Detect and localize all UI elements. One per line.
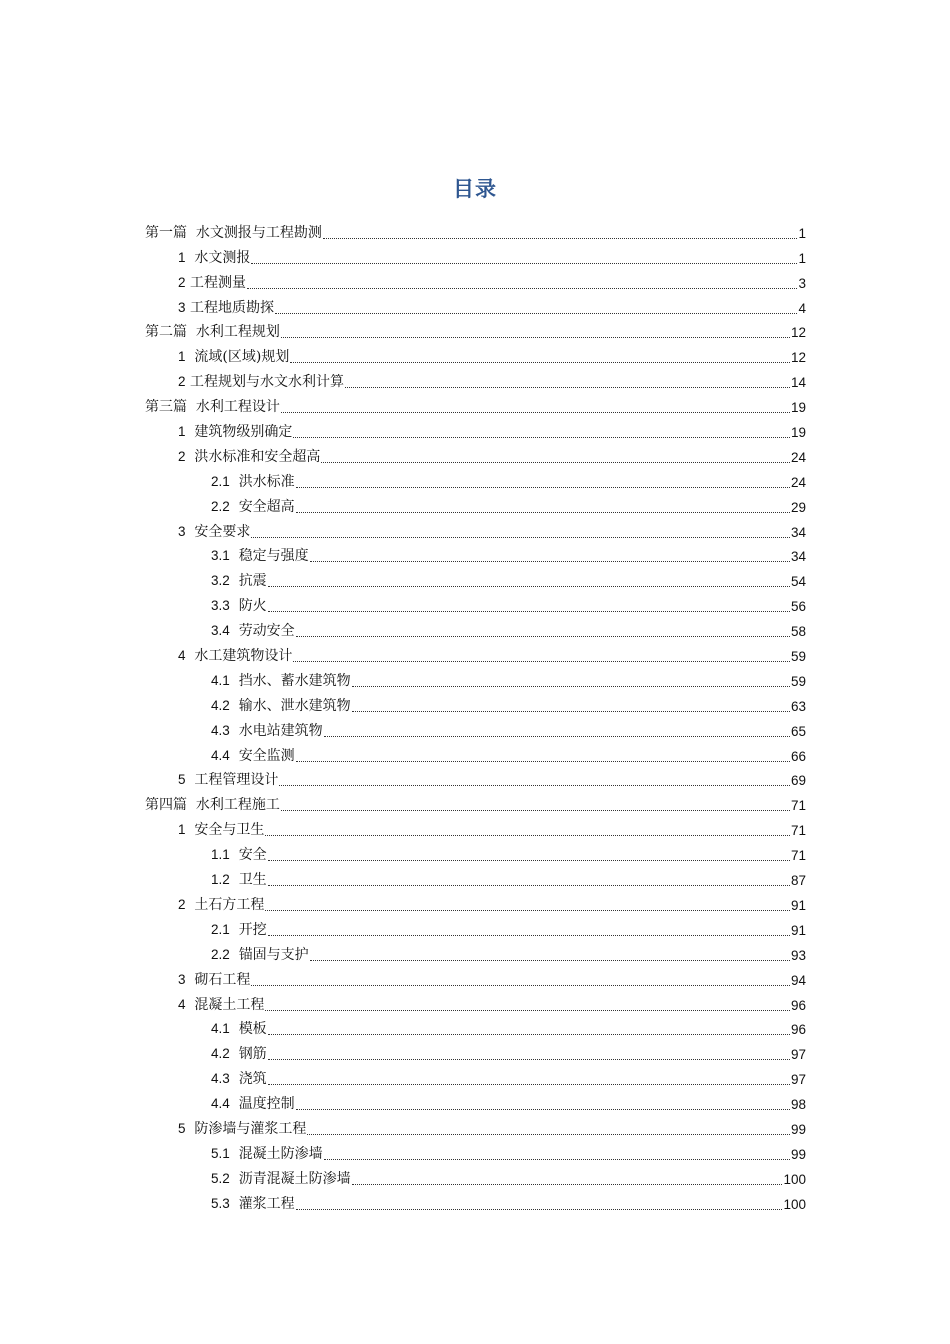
- toc-entry-number: 4.4: [211, 747, 230, 763]
- dot-leader: [296, 760, 790, 762]
- dot-leader: [321, 461, 790, 463]
- toc-entry-label: [178, 996, 264, 1014]
- toc-entry-number: 4: [178, 996, 186, 1012]
- toc-entry-text: 建筑物级别确定: [194, 424, 293, 441]
- dot-leader: [293, 436, 790, 438]
- toc-entry[interactable]: [0, 1014, 806, 1039]
- toc-entry[interactable]: [0, 765, 806, 790]
- toc-entry[interactable]: [0, 1113, 806, 1138]
- toc-entry-number: 4.4: [211, 1096, 230, 1112]
- toc-entry-text: 钢筋: [238, 1046, 267, 1063]
- toc-entry[interactable]: [0, 1088, 806, 1113]
- dot-leader: [265, 834, 790, 836]
- toc-entry-text: 稳定与强度: [238, 548, 309, 565]
- toc-entry-number: 4: [178, 648, 186, 664]
- toc-entry-page-number: 59: [790, 649, 806, 665]
- toc-entry-number: 5.1: [211, 1145, 230, 1161]
- toc-entry-label: [178, 299, 274, 317]
- dot-leader: [265, 909, 790, 911]
- toc-entry-number: 2: [178, 274, 186, 290]
- toc-entry-label: [211, 1170, 351, 1188]
- toc-entry-text: 防渗墙与灌浆工程: [194, 1120, 307, 1137]
- toc-entry[interactable]: [0, 939, 806, 964]
- toc-entry-label: [211, 547, 309, 565]
- toc-entry-page-number: 71: [790, 798, 806, 814]
- toc-entry-number: 1: [178, 424, 186, 440]
- dot-leader: [310, 959, 790, 961]
- toc-entry-page-number: 97: [790, 1047, 806, 1063]
- toc-entry[interactable]: [0, 491, 806, 516]
- dot-leader: [265, 1009, 790, 1011]
- toc-entry-page-number: 69: [790, 773, 806, 789]
- dot-leader: [281, 336, 790, 338]
- toc-entry[interactable]: [0, 615, 806, 640]
- toc-entry-page-number: 87: [790, 873, 806, 889]
- dot-leader: [268, 859, 790, 861]
- toc-entry[interactable]: [0, 242, 806, 267]
- toc-entry-text: 模板: [238, 1021, 267, 1038]
- dot-leader: [281, 809, 790, 811]
- toc-entry-number: 3: [178, 299, 186, 315]
- toc-entry[interactable]: [0, 665, 806, 690]
- toc-entry-number: 5: [178, 772, 186, 788]
- toc-entry-label: [211, 572, 267, 590]
- toc-entry[interactable]: [0, 590, 806, 615]
- toc-entry-number: 1: [178, 249, 186, 265]
- dot-leader: [296, 635, 790, 637]
- toc-entry-page-number: 3: [798, 275, 806, 291]
- toc-entry-text: 洪水标准和安全超高: [194, 448, 321, 465]
- toc-entry[interactable]: [0, 366, 806, 391]
- toc-entry[interactable]: [0, 516, 806, 541]
- toc-entry-page-number: 24: [790, 449, 806, 465]
- toc-entry[interactable]: [0, 789, 806, 814]
- toc-entry-number: 2.1: [211, 921, 230, 937]
- toc-entry[interactable]: [0, 341, 806, 366]
- toc-entry[interactable]: [0, 839, 806, 864]
- toc-entry-text: 水电站建筑物: [238, 722, 323, 739]
- toc-entry-label: [145, 797, 280, 814]
- toc-entry-page-number: 91: [790, 897, 806, 913]
- toc-entry-page-number: 99: [790, 1121, 806, 1137]
- toc-entry-number: 第一篇: [145, 224, 187, 241]
- toc-entry-number: 2: [178, 374, 186, 390]
- toc-entry-text: 安全监测: [238, 747, 295, 764]
- toc-entry[interactable]: [0, 1188, 806, 1213]
- dot-leader: [268, 1083, 790, 1085]
- toc-title: 目录: [453, 177, 497, 201]
- toc-entry-label: [211, 622, 295, 640]
- toc-entry-label: [145, 399, 280, 416]
- toc-entry-number: 第三篇: [145, 399, 187, 416]
- toc-entry-label: [211, 597, 267, 615]
- toc-entry-text: 抗震: [238, 573, 267, 590]
- toc-entry[interactable]: [0, 1163, 806, 1188]
- toc-entry-text: 安全要求: [194, 523, 251, 540]
- toc-entry-number: 2.1: [211, 473, 230, 489]
- dot-leader: [345, 386, 790, 388]
- toc-entry-text: 锚固与支护: [238, 946, 309, 963]
- toc-entry-number: 3.1: [211, 548, 230, 564]
- dot-leader: [296, 511, 790, 513]
- toc-entry-number: 4.2: [211, 697, 230, 713]
- toc-entry-text: 卫生: [238, 872, 267, 889]
- table-of-contents: [0, 217, 950, 1213]
- toc-entry-text: 温度控制: [238, 1096, 295, 1113]
- toc-entry-label: [211, 672, 351, 690]
- toc-entry-text: 安全超高: [238, 498, 295, 515]
- toc-entry-number: 4.2: [211, 1046, 230, 1062]
- dot-leader: [324, 735, 790, 737]
- toc-entry[interactable]: [0, 466, 806, 491]
- toc-entry-label: [178, 249, 250, 267]
- dot-leader: [275, 312, 798, 314]
- toc-entry-number: 2: [178, 448, 186, 464]
- toc-entry[interactable]: [0, 1138, 806, 1163]
- dot-leader: [296, 1208, 783, 1210]
- toc-entry-number: 3.2: [211, 573, 230, 589]
- toc-entry[interactable]: [0, 416, 806, 441]
- toc-entry-page-number: 100: [783, 1196, 806, 1212]
- toc-entry-page-number: 66: [790, 748, 806, 764]
- dot-leader: [268, 934, 790, 936]
- toc-entry-page-number: 19: [790, 425, 806, 441]
- toc-entry-number: 4.1: [211, 672, 230, 688]
- dot-leader: [324, 1158, 790, 1160]
- toc-entry-page-number: 19: [790, 400, 806, 416]
- toc-entry[interactable]: [0, 391, 806, 416]
- toc-entry-label: [178, 771, 278, 789]
- toc-entry-text: 浇筑: [238, 1071, 267, 1088]
- toc-entry-number: 1.1: [211, 847, 230, 863]
- toc-entry-label: [211, 1070, 267, 1088]
- toc-entry-label: [178, 647, 292, 665]
- toc-entry-text: 砌石工程: [194, 971, 251, 988]
- toc-entry[interactable]: [0, 814, 806, 839]
- toc-entry-page-number: 100: [783, 1171, 806, 1187]
- dot-leader: [281, 411, 790, 413]
- toc-entry-page-number: 59: [790, 673, 806, 689]
- toc-entry-text: 水工建筑物设计: [194, 648, 293, 665]
- dot-leader: [352, 1183, 783, 1185]
- toc-entry-page-number: 94: [790, 972, 806, 988]
- dot-leader: [268, 1033, 790, 1035]
- toc-entry-text: 水利工程施工: [195, 797, 280, 814]
- dot-leader: [268, 1058, 790, 1060]
- toc-entry-label: [178, 348, 289, 366]
- dot-leader: [247, 287, 798, 289]
- toc-entry-page-number: 1: [798, 225, 806, 241]
- toc-entry-page-number: 71: [790, 823, 806, 839]
- dot-leader: [310, 560, 790, 562]
- dot-leader: [293, 660, 790, 662]
- toc-entry-page-number: 65: [790, 723, 806, 739]
- toc-entry-page-number: 97: [790, 1072, 806, 1088]
- toc-entry-label: [145, 225, 322, 242]
- toc-entry[interactable]: [0, 292, 806, 317]
- toc-entry[interactable]: [0, 1063, 806, 1088]
- toc-entry-page-number: 14: [790, 375, 806, 391]
- toc-entry-label: [211, 498, 295, 516]
- toc-entry-text: 水利工程设计: [195, 399, 280, 416]
- toc-entry-page-number: 34: [790, 549, 806, 565]
- toc-entry-text: 洪水标准: [238, 473, 295, 490]
- toc-entry-page-number: 96: [790, 997, 806, 1013]
- toc-entry[interactable]: [0, 217, 806, 242]
- toc-entry-page-number: 54: [790, 574, 806, 590]
- dot-leader: [296, 1108, 790, 1110]
- toc-entry-label: [211, 921, 267, 939]
- dot-leader: [307, 1133, 790, 1135]
- toc-entry-number: 3.3: [211, 598, 230, 614]
- toc-entry-page-number: 1: [798, 250, 806, 266]
- toc-entry[interactable]: [0, 267, 806, 292]
- toc-entry[interactable]: [0, 441, 806, 466]
- dot-leader: [251, 262, 797, 264]
- toc-entry-number: 5.2: [211, 1170, 230, 1186]
- toc-entry-number: 第四篇: [145, 797, 187, 814]
- toc-entry-label: [211, 697, 351, 715]
- toc-entry-page-number: 99: [790, 1146, 806, 1162]
- toc-entry[interactable]: [0, 565, 806, 590]
- toc-entry-number: 2: [178, 896, 186, 912]
- dot-leader: [251, 984, 790, 986]
- toc-entry[interactable]: [0, 914, 806, 939]
- toc-entry-page-number: 12: [790, 325, 806, 341]
- dot-leader: [268, 585, 790, 587]
- toc-entry-text: 灌浆工程: [238, 1195, 295, 1212]
- toc-entry[interactable]: [0, 1038, 806, 1063]
- toc-entry-text: 挡水、蓄水建筑物: [238, 672, 351, 689]
- toc-entry-label: [211, 1195, 295, 1213]
- toc-entry-text: 沥青混凝土防渗墙: [238, 1170, 351, 1187]
- toc-entry-label: [211, 1020, 267, 1038]
- toc-entry-label: [178, 971, 250, 989]
- toc-entry-number: 1.2: [211, 872, 230, 888]
- dot-leader: [279, 784, 790, 786]
- toc-entry-label: [178, 1120, 306, 1138]
- toc-entry-text: 开挖: [238, 921, 267, 938]
- toc-entry-text: 工程地质勘探: [189, 299, 274, 316]
- toc-entry[interactable]: [0, 964, 806, 989]
- toc-entry-label: [178, 423, 292, 441]
- toc-entry-label: [211, 1095, 295, 1113]
- toc-entry-label: [211, 1145, 323, 1163]
- toc-entry-text: 劳动安全: [238, 623, 295, 640]
- dot-leader: [352, 710, 790, 712]
- toc-entry-text: 水文测报: [194, 249, 251, 266]
- toc-entry-page-number: 93: [790, 947, 806, 963]
- toc-entry-label: [211, 1045, 267, 1063]
- toc-entry-label: [178, 373, 344, 391]
- dot-leader: [251, 536, 790, 538]
- toc-entry-text: 安全与卫生: [194, 822, 265, 839]
- dot-leader: [352, 685, 790, 687]
- toc-entry-label: [178, 523, 250, 541]
- toc-entry-number: 4.3: [211, 722, 230, 738]
- toc-entry-page-number: 96: [790, 1022, 806, 1038]
- toc-entry-number: 1: [178, 349, 186, 365]
- toc-entry-page-number: 98: [790, 1097, 806, 1113]
- toc-entry-text: 混凝土防渗墙: [238, 1145, 323, 1162]
- toc-entry-page-number: 4: [798, 300, 806, 316]
- toc-entry-page-number: 63: [790, 698, 806, 714]
- dot-leader: [268, 610, 790, 612]
- toc-entry-number: 4.3: [211, 1071, 230, 1087]
- dot-leader: [296, 486, 790, 488]
- toc-entry-number: 3: [178, 523, 186, 539]
- toc-entry[interactable]: [0, 317, 806, 342]
- toc-entry[interactable]: [0, 541, 806, 566]
- toc-entry-page-number: 12: [790, 350, 806, 366]
- toc-entry-page-number: 24: [790, 474, 806, 490]
- toc-entry-label: [178, 274, 246, 292]
- dot-leader: [290, 361, 790, 363]
- toc-entry[interactable]: [0, 864, 806, 889]
- toc-entry-label: [178, 821, 264, 839]
- toc-entry-number: 2.2: [211, 946, 230, 962]
- toc-entry-label: [178, 448, 320, 466]
- toc-entry-label: [211, 871, 267, 889]
- toc-entry-number: 5: [178, 1120, 186, 1136]
- toc-entry-number: 4.1: [211, 1021, 230, 1037]
- toc-entry-label: [211, 722, 323, 740]
- toc-entry-text: 土石方工程: [194, 896, 265, 913]
- toc-entry-page-number: 34: [790, 524, 806, 540]
- toc-entry-text: 水利工程规划: [195, 324, 280, 341]
- toc-entry-label: [145, 324, 280, 341]
- toc-entry-text: 输水、泄水建筑物: [238, 697, 351, 714]
- dot-leader: [268, 884, 790, 886]
- toc-entry[interactable]: [0, 690, 806, 715]
- toc-entry-number: 1: [178, 822, 186, 838]
- toc-entry-number: 2.2: [211, 498, 230, 514]
- dot-leader: [323, 237, 798, 239]
- toc-entry-number: 第二篇: [145, 324, 187, 341]
- toc-entry-text: 防火: [238, 598, 267, 615]
- toc-entry-label: [211, 473, 295, 491]
- toc-entry-label: [211, 946, 309, 964]
- toc-entry-page-number: 91: [790, 922, 806, 938]
- toc-entry-text: 水文测报与工程勘测: [195, 224, 322, 241]
- toc-entry-text: 流域(区域)规划: [194, 349, 290, 366]
- toc-entry[interactable]: [0, 889, 806, 914]
- toc-entry[interactable]: [0, 640, 806, 665]
- toc-entry-text: 工程测量: [189, 274, 246, 291]
- toc-entry-page-number: 56: [790, 599, 806, 615]
- toc-entry[interactable]: [0, 715, 806, 740]
- toc-entry[interactable]: [0, 989, 806, 1014]
- toc-entry-text: 安全: [238, 847, 267, 864]
- toc-entry-label: [211, 747, 295, 765]
- toc-entry-text: 工程管理设计: [194, 772, 279, 789]
- toc-entry-number: 3.4: [211, 623, 230, 639]
- toc-entry-number: 3: [178, 971, 186, 987]
- toc-entry-label: [211, 846, 267, 864]
- toc-entry-number: 5.3: [211, 1195, 230, 1211]
- toc-entry[interactable]: [0, 740, 806, 765]
- toc-entry-text: 混凝土工程: [194, 996, 265, 1013]
- toc-entry-page-number: 58: [790, 624, 806, 640]
- toc-entry-page-number: 29: [790, 499, 806, 515]
- toc-entry-page-number: 71: [790, 848, 806, 864]
- toc-entry-text: 工程规划与水文水利计算: [189, 374, 344, 391]
- toc-entry-label: [178, 896, 264, 914]
